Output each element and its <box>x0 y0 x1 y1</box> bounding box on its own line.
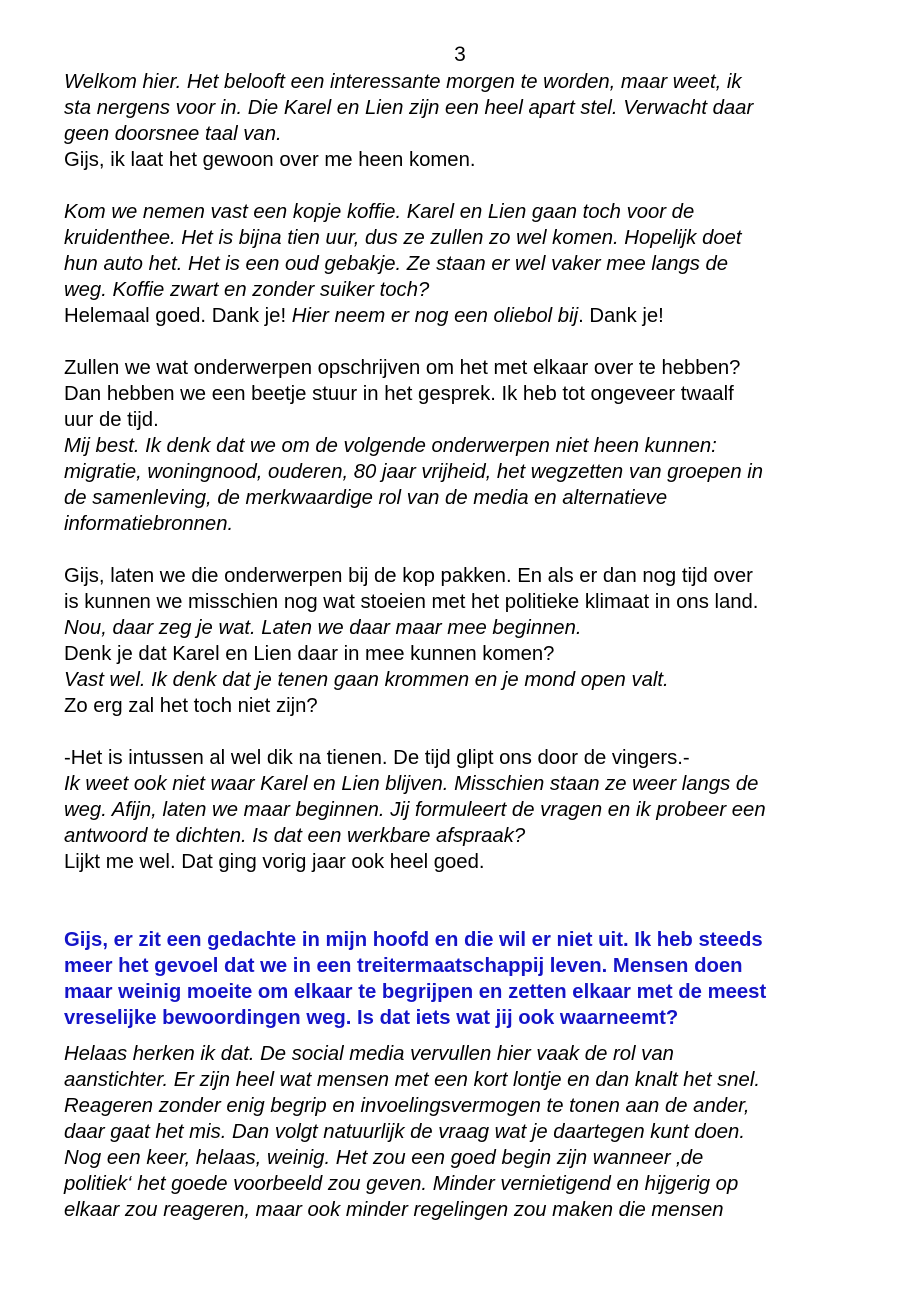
text-line <box>64 927 910 953</box>
text: Zo erg zal het toch niet zijn? <box>64 695 318 717</box>
text: Gijs, ik laat het gewoon over me heen komen. <box>64 149 476 171</box>
text-line <box>64 121 910 147</box>
text-line <box>64 199 910 225</box>
blank-line <box>64 329 910 355</box>
italic-text: antwoord te dichten. Is dat een werkbare afspraak? <box>64 825 526 847</box>
italic-text: kruidenthee. Het is bijna tien uur, dus ze zullen zo wel komen. Hopelijk doet <box>64 227 742 249</box>
text-line <box>64 355 910 381</box>
italic-text: migratie, woningnood, ouderen, 80 jaar vrijheid, het wegzetten van groepen in <box>64 461 764 483</box>
italic-text: Mij best. Ik denk dat we om de volgende onderwerpen niet heen kunnen: <box>64 435 717 457</box>
text-line <box>64 589 910 615</box>
text: is kunnen we misschien nog wat stoeien met het politieke klimaat in ons land. <box>64 591 759 613</box>
text: . Dank je! <box>578 305 664 327</box>
blank-line <box>64 173 910 199</box>
text-line <box>64 69 910 95</box>
text-line <box>64 303 910 329</box>
italic-text: Ik weet ook niet waar Karel en Lien blijven. Misschien staan ze weer langs de <box>64 773 759 795</box>
text: uur de tijd. <box>64 409 159 431</box>
italic-text: weg. Afijn, laten we maar beginnen. Jij formuleert de vragen en ik probeer een <box>64 799 766 821</box>
question-text: vreselijke bewoordingen weg. Is dat iets wat jij ook waarneemt? <box>64 1007 679 1029</box>
text-line <box>64 147 910 173</box>
text-line <box>64 745 910 771</box>
text-line <box>64 771 910 797</box>
text-line <box>64 459 910 485</box>
italic-text: weg. Koffie zwart en zonder suiker toch? <box>64 279 430 301</box>
text-line <box>64 797 910 823</box>
italic-text: politiek‘ het goede voorbeeld zou geven. Minder vernietigend en hijgerig op <box>64 1173 739 1195</box>
text-line <box>64 693 910 719</box>
page-number: 3 <box>454 43 466 66</box>
text-line <box>64 381 910 407</box>
italic-text: daar gaat het mis. Dan volgt natuurlijk de vraag wat je daartegen kunt doen. <box>64 1121 745 1143</box>
text-line <box>64 277 910 303</box>
question-text: meer het gevoel dat we in een treitermaatschappij leven. Mensen doen <box>64 955 743 977</box>
blank-line <box>64 901 910 927</box>
question-text: maar weinig moeite om elkaar te begrijpen en zetten elkaar met de meest <box>64 981 767 1003</box>
text-line <box>64 1171 910 1197</box>
text-line <box>64 1093 910 1119</box>
italic-text: elkaar zou reageren, maar ook minder regelingen zou maken die mensen <box>64 1199 724 1221</box>
text-line <box>64 1067 910 1093</box>
italic-text: sta nergens voor in. Die Karel en Lien zijn een heel apart stel. Verwacht daar <box>64 97 754 119</box>
text-line <box>64 1145 910 1171</box>
blank-line <box>64 537 910 563</box>
text: Denk je dat Karel en Lien daar in mee kunnen komen? <box>64 643 555 665</box>
text-line <box>64 849 910 875</box>
text: Lijkt me wel. Dat ging vorig jaar ook heel goed. <box>64 851 485 873</box>
blank-line <box>64 875 910 901</box>
text-line <box>64 563 910 589</box>
text-line <box>64 641 910 667</box>
text: Zullen we wat onderwerpen opschrijven om het met elkaar over te hebben? <box>64 357 741 379</box>
italic-text: Hier neem er nog een oliebol bij <box>291 305 579 327</box>
question-text: Gijs, er zit een gedachte in mijn hoofd en die wil er niet uit. Ik heb steeds <box>64 929 763 951</box>
document-body <box>64 42 910 1223</box>
italic-text: Reageren zonder enig begrip en invoelingsvermogen te tonen aan de ander, <box>64 1095 750 1117</box>
italic-text: Nog een keer, helaas, weinig. Het zou een goed begin zijn wanneer ‚de <box>64 1147 704 1169</box>
italic-text: hun auto het. Het is een oud gebakje. Ze staan er wel vaker mee langs de <box>64 253 729 275</box>
text: Dan hebben we een beetje stuur in het gesprek. Ik heb tot ongeveer twaalf <box>64 383 734 405</box>
text-line <box>64 225 910 251</box>
italic-text: de samenleving, de merkwaardige rol van de media en alternatieve <box>64 487 668 509</box>
text-line <box>64 823 910 849</box>
text-line <box>64 953 910 979</box>
italic-text: Helaas herken ik dat. De social media vervullen hier vaak de rol van <box>64 1043 674 1065</box>
text-line <box>64 1005 910 1031</box>
text-line <box>64 615 910 641</box>
text-line <box>64 1119 910 1145</box>
text: Helemaal goed. Dank je! <box>64 305 292 327</box>
text: Gijs, laten we die onderwerpen bij de kop pakken. En als er dan nog tijd over <box>64 565 753 587</box>
blank-line <box>64 719 910 745</box>
italic-text: informatiebronnen. <box>64 513 234 535</box>
italic-text: Welkom hier. Het belooft een interessante morgen te worden, maar weet, ik <box>64 71 742 93</box>
spacer <box>64 1031 910 1041</box>
text-line <box>64 251 910 277</box>
italic-text: aanstichter. Er zijn heel wat mensen met een kort lontje en dan knalt het snel. <box>64 1069 760 1091</box>
text-line <box>64 433 910 459</box>
text-line <box>64 407 910 433</box>
text-line <box>64 95 910 121</box>
text-line <box>64 979 910 1005</box>
text-line <box>64 1197 910 1223</box>
italic-text: Nou, daar zeg je wat. Laten we daar maar mee beginnen. <box>64 617 582 639</box>
italic-text: geen doorsnee taal van. <box>64 123 282 145</box>
text-line <box>64 667 910 693</box>
text: -Het is intussen al wel dik na tienen. De tijd glipt ons door de vingers.- <box>64 747 690 769</box>
text-line <box>64 485 910 511</box>
italic-text: Kom we nemen vast een kopje koffie. Karel en Lien gaan toch voor de <box>64 201 695 223</box>
text-line <box>64 1041 910 1067</box>
text-line <box>64 511 910 537</box>
italic-text: Vast wel. Ik denk dat je tenen gaan krommen en je mond open valt. <box>64 669 669 691</box>
